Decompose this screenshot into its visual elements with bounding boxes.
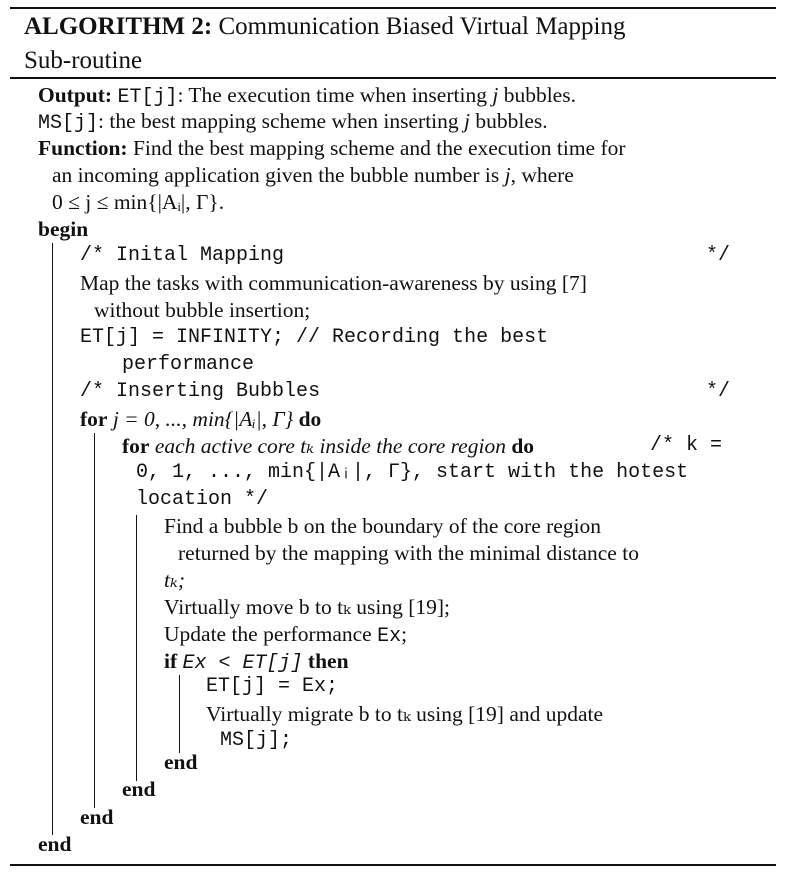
block-bar-main [52, 243, 53, 835]
block-bar-for1 [94, 433, 95, 808]
begin-keyword: begin [38, 217, 89, 241]
ms-end: bubbles. [475, 109, 548, 133]
update-end: ; [401, 622, 408, 646]
do-keyword-2: do [511, 434, 535, 458]
block-bar-for2 [136, 515, 137, 781]
output-text: : The execution time when inserting [177, 83, 487, 107]
output-line [38, 82, 576, 111]
find-line3: tₖ; [164, 568, 185, 592]
function-line2-text: an incoming application given the bubble number is [52, 163, 500, 187]
virtual-move-line: Virtually move b to tₖ using [19]; [164, 595, 451, 619]
output-keyword: Output: [38, 83, 113, 107]
comment-text: Inital Mapping [116, 244, 285, 267]
function-line [38, 135, 626, 161]
comment-close-2: */ [706, 380, 731, 403]
end-if: end [164, 750, 198, 774]
algorithm-label: ALGORITHM 2: [24, 13, 213, 40]
et-infinity-line2: performance [122, 353, 255, 376]
comment-inserting-bubbles [80, 379, 320, 405]
map-line1: Map the tasks with communication-awareness by using [7] [80, 271, 587, 295]
migrate-line1: Virtually migrate b to tₖ using [19] and update [206, 702, 604, 726]
function-where: , where [510, 163, 574, 187]
for-j-expr: j = 0, ..., min{|Aᵢ|, Γ} [112, 407, 294, 431]
map-line2: without bubble insertion; [94, 298, 311, 322]
et-infinity-line1: ET[j] = INFINITY; // Recording the best [80, 326, 549, 349]
ms-code: MS[j] [38, 112, 99, 135]
comment-text-2: Inserting Bubbles [116, 380, 321, 403]
comment-open-2: /* [80, 380, 105, 403]
algorithm-title-text: Communication Biased Virtual Mapping [218, 13, 626, 40]
title-rule [10, 77, 776, 79]
block-bar-if [179, 675, 180, 753]
ms-var: j [464, 109, 471, 133]
function-text: Find the best mapping scheme and the execution time for [132, 136, 626, 160]
for-j-line [80, 406, 321, 432]
for-core-text: each active core tₖ inside the core region [154, 434, 506, 458]
if-keyword: if [164, 649, 178, 673]
end-main: end [38, 832, 72, 856]
end-for-core: end [122, 777, 156, 801]
for-core-comment: /* k = [650, 434, 723, 457]
for-core-line3: location */ [136, 488, 269, 511]
output-end: bubbles. [503, 83, 576, 107]
then-keyword: then [307, 649, 349, 673]
algorithm-title-line2: Sub-routine [24, 47, 143, 74]
comment-open: /* [80, 244, 105, 267]
function-keyword: Function: [38, 136, 128, 160]
comment-close: */ [706, 244, 731, 267]
comment-initial-mapping [80, 243, 284, 269]
ms-text: : the best mapping scheme when inserting [98, 109, 459, 133]
for-keyword-2: for [122, 434, 150, 458]
output-code: ET[j] [117, 86, 178, 109]
update-code: Ex [377, 625, 402, 648]
algorithm-title [24, 12, 625, 42]
bottom-rule [10, 864, 776, 866]
et-ex-line: ET[j] = Ex; [206, 675, 339, 698]
top-rule [10, 7, 776, 9]
update-line [164, 621, 407, 650]
function-var: j [504, 163, 511, 187]
function-line2 [52, 162, 574, 188]
if-condition: Ex < ET[j] [182, 652, 303, 675]
for-core-line2: 0, 1, ..., min{|Aᵢ|, Γ}, start with the hotest [136, 461, 689, 484]
find-line2: returned by the mapping with the minimal distance to [178, 541, 639, 565]
if-line [164, 648, 349, 677]
ms-line [38, 108, 548, 137]
function-line3: 0 ≤ j ≤ min{|Aᵢ|, Γ}. [52, 190, 225, 214]
find-line1: Find a bubble b on the boundary of the core region [164, 514, 602, 538]
do-keyword: do [298, 407, 322, 431]
update-text: Update the performance [164, 622, 372, 646]
for-keyword: for [80, 407, 108, 431]
for-core-line [122, 433, 534, 459]
end-for-j: end [80, 805, 114, 829]
output-var: j [492, 83, 499, 107]
migrate-line2: MS[j]; [220, 729, 293, 752]
